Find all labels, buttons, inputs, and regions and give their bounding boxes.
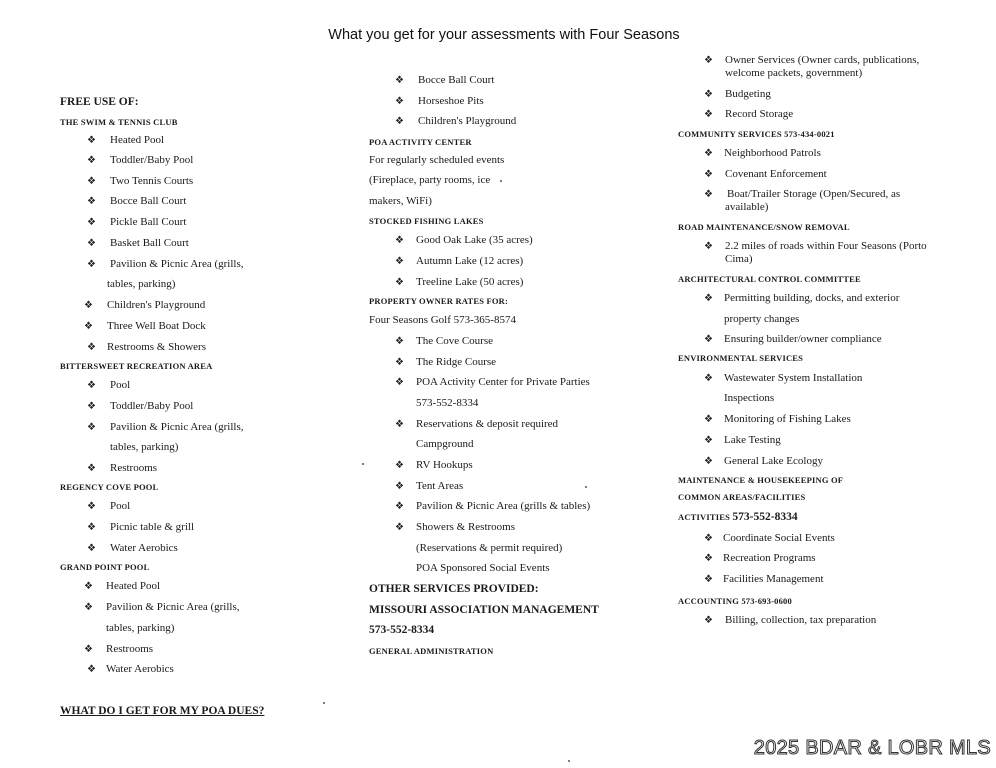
list-item: Restrooms bbox=[110, 462, 158, 474]
diamond-bullet-icon: ❖ bbox=[84, 602, 93, 613]
diamond-bullet-icon: ❖ bbox=[704, 109, 713, 120]
list-item: Water Aerobics bbox=[106, 663, 174, 675]
body-text: (Fireplace, party rooms, ice bbox=[369, 174, 491, 186]
diamond-bullet-icon: ❖ bbox=[87, 543, 96, 554]
list-item: The Ridge Course bbox=[416, 356, 497, 368]
section-heading: REGENCY COVE POOL bbox=[60, 482, 159, 492]
list-item: Recreation Programs bbox=[723, 552, 816, 564]
scan-speck bbox=[500, 180, 502, 182]
diamond-bullet-icon: ❖ bbox=[704, 148, 713, 159]
diamond-bullet-icon: ❖ bbox=[704, 414, 713, 425]
mls-watermark: 2025 BDAR & LOBR MLS bbox=[753, 737, 991, 759]
list-item: Ensuring builder/owner compliance bbox=[724, 333, 882, 345]
section-heading bbox=[678, 511, 798, 524]
list-item-continuation: tables, parking) bbox=[106, 622, 175, 634]
diamond-bullet-icon: ❖ bbox=[704, 334, 713, 345]
list-item: Autumn Lake (12 acres) bbox=[416, 255, 524, 267]
section-heading: PROPERTY OWNER RATES FOR: bbox=[369, 296, 509, 306]
diamond-bullet-icon: ❖ bbox=[704, 241, 713, 252]
list-item: Coordinate Social Events bbox=[723, 532, 835, 544]
list-item-continuation: 573-552-8334 bbox=[416, 397, 479, 409]
list-item: Budgeting bbox=[725, 88, 771, 100]
list-item: Three Well Boat Dock bbox=[107, 320, 206, 332]
diamond-bullet-icon: ❖ bbox=[395, 460, 404, 471]
diamond-bullet-icon: ❖ bbox=[395, 419, 404, 430]
diamond-bullet-icon: ❖ bbox=[87, 380, 96, 391]
list-item: Pool bbox=[110, 500, 131, 512]
list-item: Picnic table & grill bbox=[110, 521, 195, 533]
section-heading: COMMUNITY SERVICES 573-434-0021 bbox=[678, 129, 835, 139]
list-item: RV Hookups bbox=[416, 459, 473, 471]
list-item: Tent Areas bbox=[416, 480, 464, 492]
section-heading: COMMON AREAS/FACILITIES bbox=[678, 492, 806, 502]
diamond-bullet-icon: ❖ bbox=[87, 259, 96, 270]
diamond-bullet-icon: ❖ bbox=[395, 501, 404, 512]
scan-speck bbox=[568, 760, 570, 762]
diamond-bullet-icon: ❖ bbox=[395, 336, 404, 347]
body-text: Four Seasons Golf 573-365-8574 bbox=[369, 314, 516, 326]
list-item: Lake Testing bbox=[724, 434, 781, 446]
list-item: Pavilion & Picnic Area (grills & tables) bbox=[416, 500, 591, 512]
list-item: Good Oak Lake (35 acres) bbox=[416, 234, 533, 246]
list-item: POA Activity Center for Private Parties bbox=[416, 376, 590, 388]
list-item: Boat/Trailer Storage (Open/Secured, as bbox=[727, 188, 901, 200]
section-heading: 573-552-8334 bbox=[369, 624, 435, 636]
list-item: Children's Playground bbox=[107, 299, 206, 311]
list-item: Covenant Enforcement bbox=[725, 168, 827, 180]
diamond-bullet-icon: ❖ bbox=[704, 533, 713, 544]
list-item: Wastewater System Installation bbox=[724, 372, 863, 384]
diamond-bullet-icon: ❖ bbox=[704, 89, 713, 100]
diamond-bullet-icon: ❖ bbox=[84, 581, 93, 592]
list-item-continuation: tables, parking) bbox=[110, 441, 179, 453]
list-item: Pavilion & Picnic Area (grills, bbox=[110, 258, 244, 270]
diamond-bullet-icon: ❖ bbox=[87, 501, 96, 512]
list-item-continuation: (Reservations & permit required) bbox=[416, 542, 563, 554]
diamond-bullet-icon: ❖ bbox=[395, 235, 404, 246]
list-item: Monitoring of Fishing Lakes bbox=[724, 413, 851, 425]
list-item: Record Storage bbox=[725, 108, 794, 120]
diamond-bullet-icon: ❖ bbox=[87, 463, 96, 474]
list-item: General Lake Ecology bbox=[724, 455, 823, 467]
body-text: makers, WiFi) bbox=[369, 195, 432, 207]
diamond-bullet-icon: ❖ bbox=[87, 155, 96, 166]
list-item: Facilities Management bbox=[723, 573, 824, 585]
diamond-bullet-icon: ❖ bbox=[395, 377, 404, 388]
diamond-bullet-icon: ❖ bbox=[87, 238, 96, 249]
diamond-bullet-icon: ❖ bbox=[87, 664, 96, 675]
diamond-bullet-icon: ❖ bbox=[704, 553, 713, 564]
diamond-bullet-icon: ❖ bbox=[395, 481, 404, 492]
section-heading: GRAND POINT POOL bbox=[60, 562, 150, 572]
list-item: Children's Playground bbox=[418, 115, 517, 127]
page-title: What you get for your assessments with Four Seasons bbox=[328, 27, 680, 43]
heading-label: ACTIVITIES bbox=[678, 512, 733, 522]
section-heading: THE SWIM & TENNIS CLUB bbox=[60, 117, 178, 127]
list-item: Pickle Ball Court bbox=[110, 216, 187, 228]
list-item-continuation: tables, parking) bbox=[107, 278, 176, 290]
diamond-bullet-icon: ❖ bbox=[704, 55, 713, 66]
phone-number: 573-552-8334 bbox=[732, 511, 798, 523]
section-heading: ACCOUNTING 573-693-0600 bbox=[678, 596, 792, 606]
list-item-continuation: welcome packets, government) bbox=[725, 67, 863, 79]
diamond-bullet-icon: ❖ bbox=[84, 300, 93, 311]
list-item: Permitting building, docks, and exterior bbox=[724, 292, 900, 304]
diamond-bullet-icon: ❖ bbox=[395, 96, 404, 107]
list-item: Billing, collection, tax preparation bbox=[725, 614, 877, 626]
diamond-bullet-icon: ❖ bbox=[704, 574, 713, 585]
list-item: Reservations & deposit required bbox=[416, 418, 559, 430]
list-item: Treeline Lake (50 acres) bbox=[416, 276, 524, 288]
diamond-bullet-icon: ❖ bbox=[395, 357, 404, 368]
scan-speck bbox=[585, 486, 587, 488]
diamond-bullet-icon: ❖ bbox=[704, 615, 713, 626]
list-item-continuation: POA Sponsored Social Events bbox=[416, 562, 550, 574]
list-item: Restrooms & Showers bbox=[107, 341, 206, 353]
list-item: Basket Ball Court bbox=[110, 237, 189, 249]
diamond-bullet-icon: ❖ bbox=[704, 169, 713, 180]
list-item: Showers & Restrooms bbox=[416, 521, 515, 533]
section-heading: MAINTENANCE & HOUSEKEEPING OF bbox=[678, 475, 844, 485]
diamond-bullet-icon: ❖ bbox=[395, 75, 404, 86]
diamond-bullet-icon: ❖ bbox=[87, 342, 96, 353]
diamond-bullet-icon: ❖ bbox=[87, 522, 96, 533]
section-heading: GENERAL ADMINISTRATION bbox=[369, 646, 494, 656]
list-item: Neighborhood Patrols bbox=[724, 147, 821, 159]
diamond-bullet-icon: ❖ bbox=[87, 217, 96, 228]
list-item-continuation: Cima) bbox=[725, 253, 753, 265]
list-item: Horseshoe Pits bbox=[418, 95, 484, 107]
section-heading: STOCKED FISHING LAKES bbox=[369, 216, 484, 226]
list-item: The Cove Course bbox=[416, 335, 493, 347]
diamond-bullet-icon: ❖ bbox=[87, 196, 96, 207]
section-heading: FREE USE OF: bbox=[60, 96, 139, 108]
list-item: Pool bbox=[110, 379, 131, 391]
closing-question: WHAT DO I GET FOR MY POA DUES? bbox=[60, 705, 265, 717]
list-item-continuation: property changes bbox=[724, 313, 800, 325]
list-item: Bocce Ball Court bbox=[418, 74, 495, 86]
section-heading: ARCHITECTURAL CONTROL COMMITTEE bbox=[678, 274, 861, 284]
list-item: Two Tennis Courts bbox=[110, 175, 194, 187]
list-item: Pavilion & Picnic Area (grills, bbox=[110, 421, 244, 433]
diamond-bullet-icon: ❖ bbox=[704, 435, 713, 446]
diamond-bullet-icon: ❖ bbox=[87, 135, 96, 146]
diamond-bullet-icon: ❖ bbox=[87, 176, 96, 187]
list-item: Heated Pool bbox=[106, 580, 161, 592]
section-heading: POA ACTIVITY CENTER bbox=[369, 137, 472, 147]
section-heading: ROAD MAINTENANCE/SNOW REMOVAL bbox=[678, 222, 850, 232]
diamond-bullet-icon: ❖ bbox=[704, 373, 713, 384]
body-text: For regularly scheduled events bbox=[369, 154, 505, 166]
list-item: Owner Services (Owner cards, publications, bbox=[725, 54, 920, 66]
list-item: Water Aerobics bbox=[110, 542, 178, 554]
list-item-continuation: available) bbox=[725, 201, 769, 213]
diamond-bullet-icon: ❖ bbox=[395, 116, 404, 127]
list-item-continuation: Inspections bbox=[724, 392, 775, 404]
diamond-bullet-icon: ❖ bbox=[704, 189, 713, 200]
diamond-bullet-icon: ❖ bbox=[84, 321, 93, 332]
list-item-continuation: Campground bbox=[416, 438, 474, 450]
diamond-bullet-icon: ❖ bbox=[395, 277, 404, 288]
list-item: Pavilion & Picnic Area (grills, bbox=[106, 601, 240, 613]
diamond-bullet-icon: ❖ bbox=[395, 522, 404, 533]
scan-speck bbox=[323, 702, 325, 704]
list-item: Toddler/Baby Pool bbox=[110, 154, 194, 166]
section-heading: OTHER SERVICES PROVIDED: bbox=[369, 583, 539, 595]
diamond-bullet-icon: ❖ bbox=[87, 422, 96, 433]
diamond-bullet-icon: ❖ bbox=[84, 644, 93, 655]
section-heading: MISSOURI ASSOCIATION MANAGEMENT bbox=[369, 604, 599, 616]
list-item: Restrooms bbox=[106, 643, 154, 655]
diamond-bullet-icon: ❖ bbox=[704, 456, 713, 467]
list-item: 2.2 miles of roads within Four Seasons (Porto bbox=[725, 240, 927, 252]
diamond-bullet-icon: ❖ bbox=[395, 256, 404, 267]
list-item: Toddler/Baby Pool bbox=[110, 400, 194, 412]
scan-speck bbox=[362, 463, 364, 465]
diamond-bullet-icon: ❖ bbox=[704, 293, 713, 304]
section-heading: ENVIRONMENTAL SERVICES bbox=[678, 353, 804, 363]
list-item: Bocce Ball Court bbox=[110, 195, 187, 207]
diamond-bullet-icon: ❖ bbox=[87, 401, 96, 412]
section-heading: BITTERSWEET RECREATION AREA bbox=[60, 361, 213, 371]
list-item: Heated Pool bbox=[110, 134, 165, 146]
